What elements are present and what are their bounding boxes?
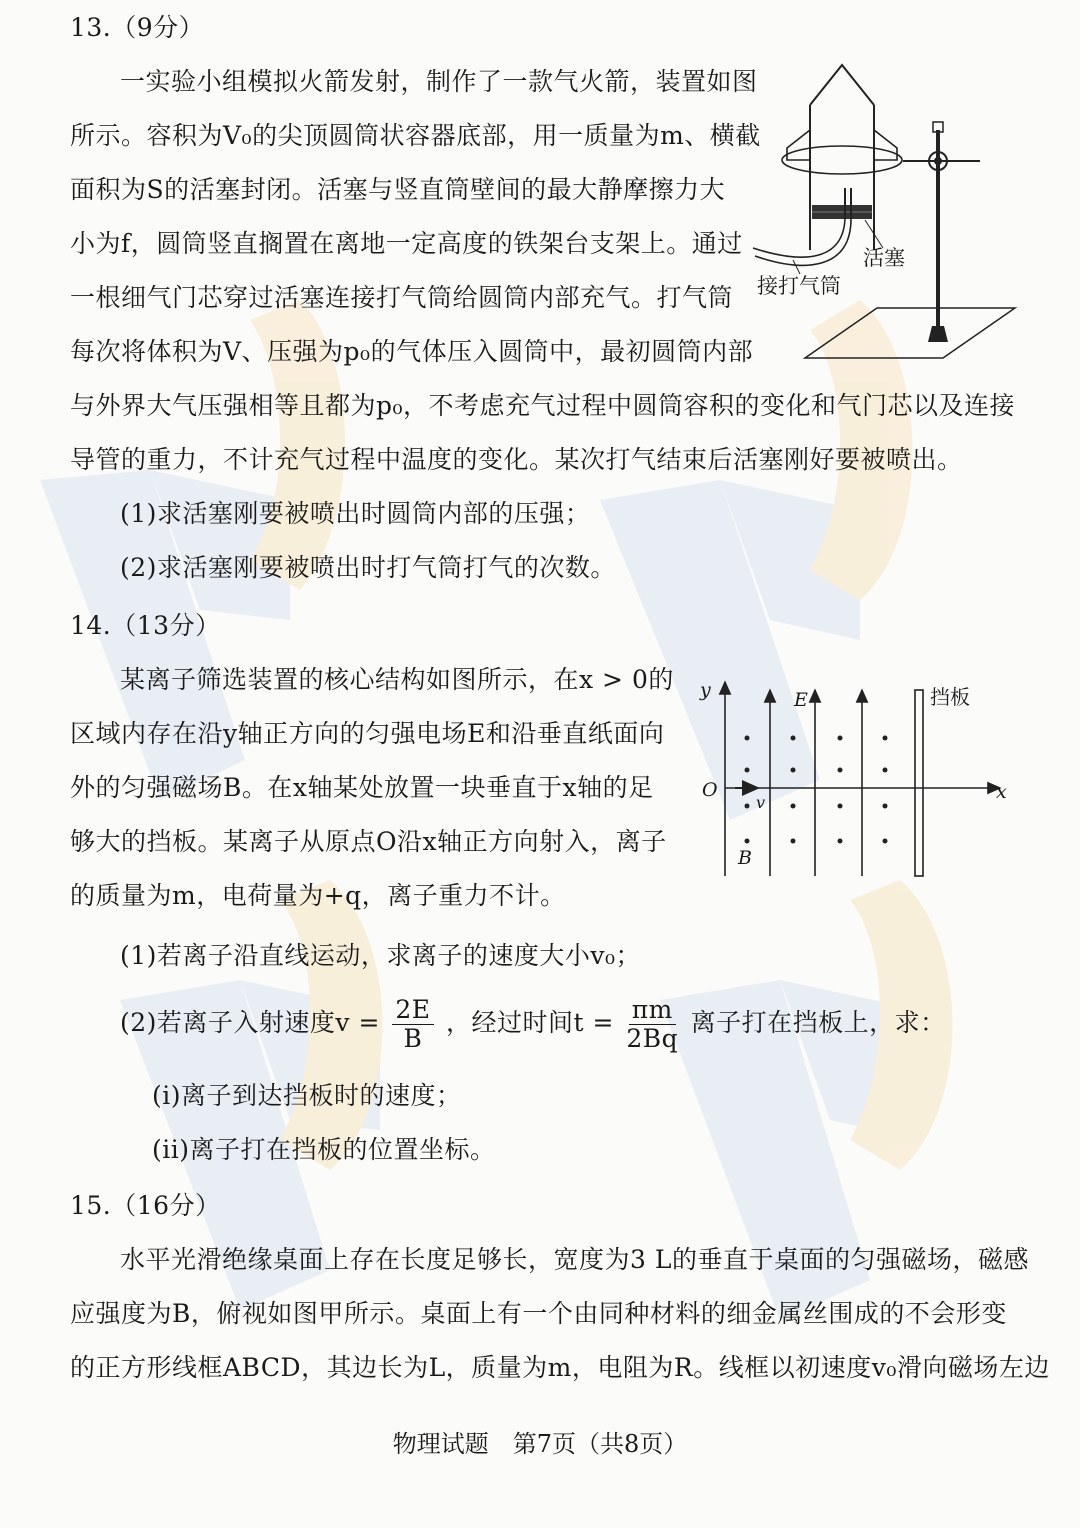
origin-label: O [702, 779, 718, 801]
q14-sub-2 [120, 996, 946, 1053]
x-axis-label: x [996, 781, 1007, 803]
q14-line-2: 区域内存在沿y轴正方向的匀强电场E和沿垂直纸面向 [70, 719, 665, 748]
barrier-label: 挡板 [930, 685, 970, 709]
q15-header: 15.（16分） [70, 1191, 221, 1220]
q13-line-7: 与外界大气压强相等且都为p₀，不考虑充气过程中圆筒容积的变化和气门芯以及连接 [70, 391, 1016, 420]
q13-line-3: 面积为S的活塞封闭。活塞与竖直筒壁间的最大静摩擦力大 [70, 175, 726, 204]
q13-header: 13.（9分） [70, 13, 205, 42]
time-fraction [626, 996, 678, 1053]
q13-line-5: 一根细气门芯穿过活塞连接打气筒给圆筒内部充气。打气筒 [70, 283, 734, 312]
q13-line-2: 所示。容积为V₀的尖顶圆筒状容器底部，用一质量为m、横截 [70, 121, 761, 150]
q14-line-1: 某离子筛选装置的核心结构如图所示，在x > 0的 [120, 665, 674, 694]
q13-line-6: 每次将体积为V、压强为p₀的气体压入圆筒中，最初圆筒内部 [70, 337, 754, 366]
q14-sub-2-a: (2)若离子入射速度v = [120, 1008, 380, 1037]
label-pump: 接打气筒 [757, 274, 841, 298]
time-numerator: πm [629, 996, 676, 1025]
q14-sub-2-c: 离子打在挡板上，求： [690, 1008, 946, 1037]
q14-sub-1: (1)若离子沿直线运动，求离子的速度大小v₀； [120, 941, 642, 970]
q15-line-3: 的正方形线框ABCD，其边长为L，质量为m，电阻为R。线框以初速度v₀滑向磁场左边 [70, 1353, 1050, 1382]
q14-line-3: 外的匀强磁场B。在x轴某处放置一块垂直于x轴的足 [70, 773, 654, 802]
b-field-label: B [738, 847, 752, 869]
q14-sub-2-i: (i)离子到达挡板时的速度； [152, 1081, 462, 1110]
q13-line-4: 小为f，圆筒竖直搁置在离地一定高度的铁架台支架上。通过 [70, 229, 743, 258]
y-axis-label: y [700, 679, 711, 701]
q14-line-4: 够大的挡板。某离子从原点O沿x轴正方向射入，离子 [70, 827, 667, 856]
q13-sub-2: (2)求活塞刚要被喷出时打气筒打气的次数。 [120, 553, 616, 582]
page-footer: 物理试题 第7页（共8页） [392, 1430, 688, 1458]
q14-line-5: 的质量为m，电荷量为+q，离子重力不计。 [70, 881, 566, 910]
q14-sub-2-b: ，经过时间t = [446, 1008, 614, 1037]
ion-filter-figure [690, 676, 1020, 886]
q13-sub-1: (1)求活塞刚要被喷出时圆筒内部的压强； [120, 499, 591, 528]
rocket-apparatus-figure [745, 60, 1025, 370]
q14-header: 14.（13分） [70, 611, 221, 640]
velocity-label: v [756, 793, 766, 812]
velocity-denominator: B [403, 1024, 423, 1053]
q14-sub-2-ii: (ii)离子打在挡板的位置坐标。 [152, 1135, 496, 1164]
label-piston: 活塞 [863, 246, 905, 270]
q15-line-2: 应强度为B，俯视如图甲所示。桌面上有一个由同种材料的细金属丝围成的不会形变 [70, 1299, 1007, 1328]
q13-line-8: 导管的重力，不计充气过程中温度的变化。某次打气结束后活塞刚好要被喷出。 [70, 445, 963, 474]
time-denominator: 2Bq [626, 1024, 679, 1053]
velocity-numerator: 2E [392, 996, 433, 1025]
velocity-fraction [392, 996, 433, 1053]
q15-line-1: 水平光滑绝缘桌面上存在长度足够长，宽度为3 L的垂直于桌面的匀强磁场，磁感 [120, 1245, 1029, 1274]
e-field-label: E [794, 689, 808, 711]
q13-line-1: 一实验小组模拟火箭发射，制作了一款气火箭，装置如图 [120, 67, 758, 96]
